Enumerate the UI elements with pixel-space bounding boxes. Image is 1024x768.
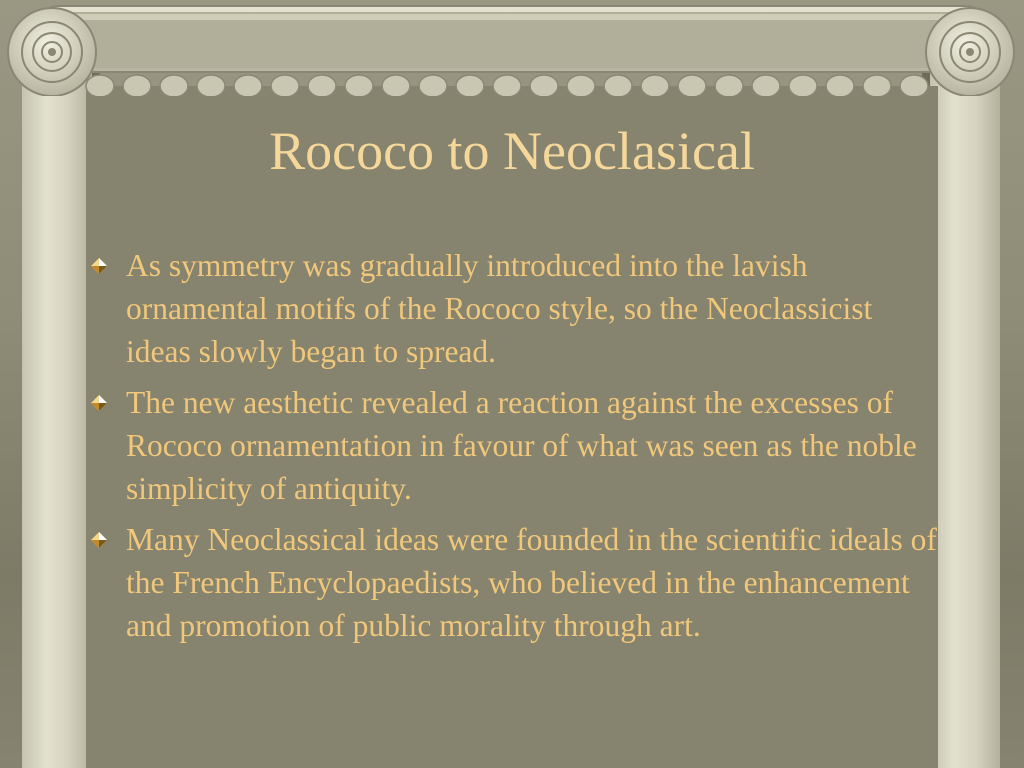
bullet-list — [86, 244, 938, 655]
egg-ornament — [900, 75, 928, 96]
egg-ornament — [308, 75, 336, 96]
egg-ornament — [567, 75, 595, 96]
egg-ornament — [419, 75, 447, 96]
ionic-capital — [0, 0, 1024, 96]
slide-title: Rococo to Neoclasical — [269, 121, 755, 181]
diamond-bullet-icon — [90, 394, 108, 412]
egg-ornament — [160, 75, 188, 96]
diamond-bullet-icon — [90, 257, 108, 275]
egg-ornament — [197, 75, 225, 96]
right-volute-scroll — [926, 8, 1014, 96]
egg-ornament — [456, 75, 484, 96]
egg-ornament — [345, 75, 373, 96]
egg-ornament — [530, 75, 558, 96]
egg-ornament — [715, 75, 743, 96]
diamond-bullet-icon — [90, 531, 108, 549]
egg-ornament — [86, 75, 114, 96]
bullet-text: Many Neoclassical ideas were founded in the scientific ideals of the French Encyclopaedists, who believed in the enhancement and promotion of public morality through art. — [126, 522, 937, 643]
egg-ornament — [604, 75, 632, 96]
egg-ornament — [271, 75, 299, 96]
left-column — [22, 60, 92, 768]
egg-and-dart-molding — [86, 75, 928, 96]
bullet-text: The new aesthetic revealed a reaction against the excesses of Rococo ornamentation in favour of what was seen as the noble simplicity of antiquity. — [126, 385, 917, 506]
egg-ornament — [678, 75, 706, 96]
right-column — [930, 60, 1000, 768]
egg-ornament — [863, 75, 891, 96]
egg-ornament — [123, 75, 151, 96]
bullet-item — [86, 381, 938, 510]
egg-ornament — [752, 75, 780, 96]
egg-ornament — [382, 75, 410, 96]
bullet-text: As symmetry was gradually introduced into the lavish ornamental motifs of the Rococo style, so the Neoclassicist ideas slowly began to spread. — [126, 248, 873, 369]
bullet-item — [86, 244, 938, 373]
egg-ornament — [234, 75, 262, 96]
egg-ornament — [826, 75, 854, 96]
egg-ornament — [789, 75, 817, 96]
egg-ornament — [641, 75, 669, 96]
left-volute-scroll — [8, 8, 96, 96]
bullet-item — [86, 518, 938, 647]
egg-ornament — [493, 75, 521, 96]
